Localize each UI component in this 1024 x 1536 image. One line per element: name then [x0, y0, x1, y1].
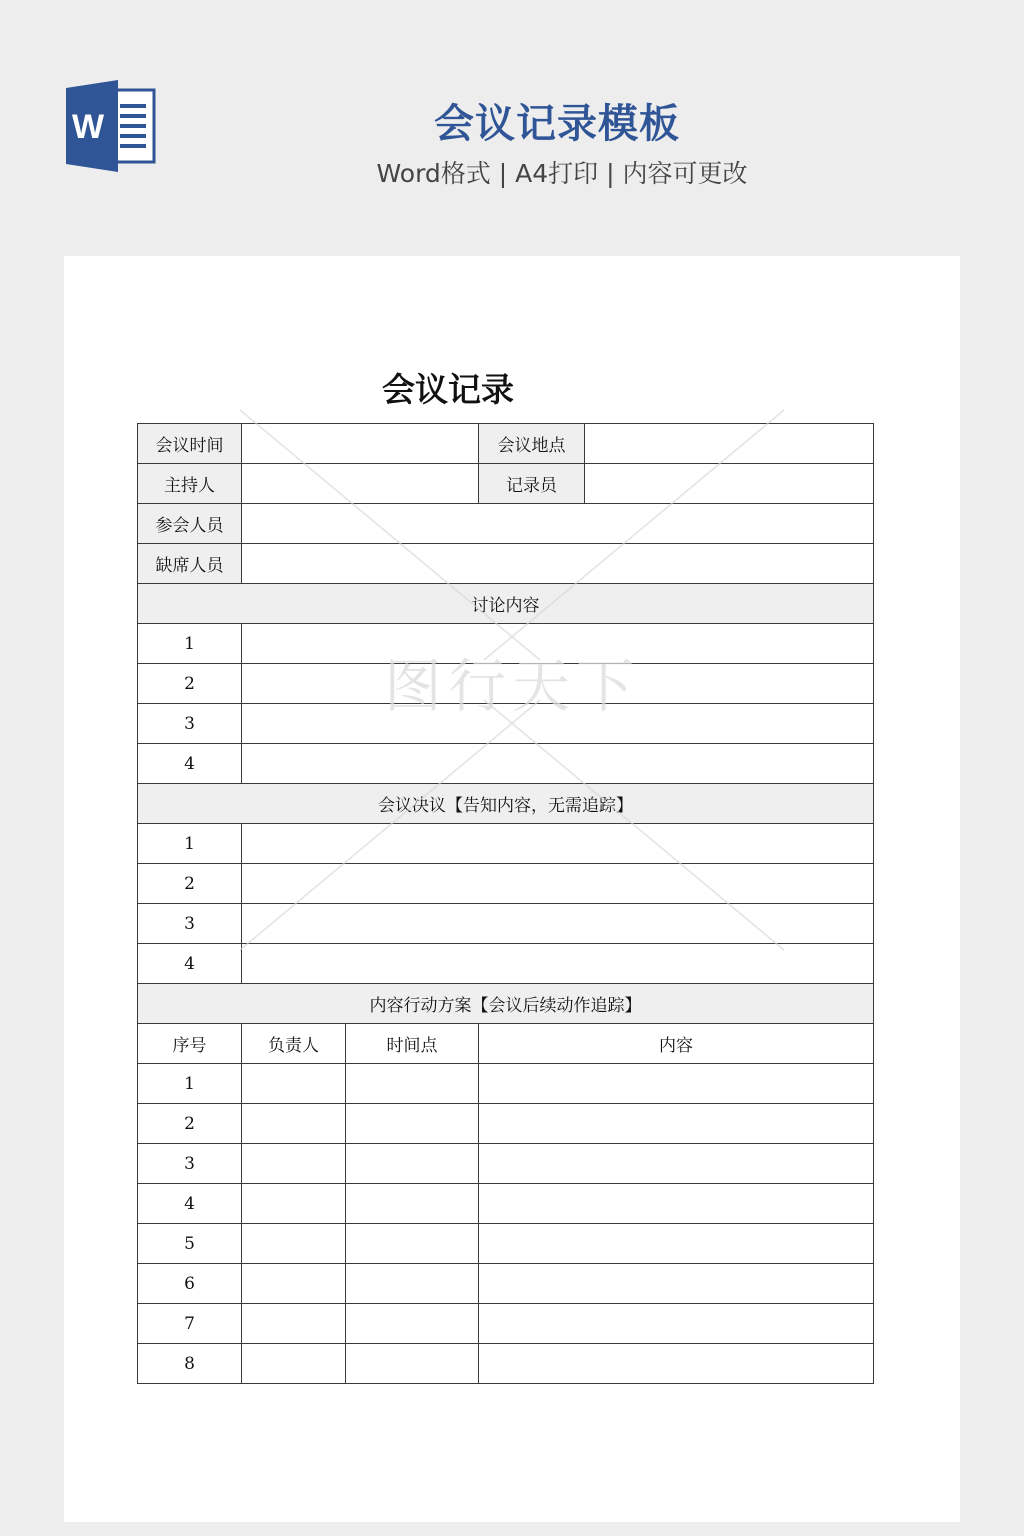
row-number: 1: [138, 824, 242, 864]
owner-cell[interactable]: [242, 1064, 346, 1104]
row-number: 3: [138, 904, 242, 944]
column-header-owner: 负责人: [242, 1024, 346, 1064]
table-row: [138, 464, 874, 504]
svg-text:W: W: [71, 108, 105, 146]
time-cell[interactable]: [346, 1304, 479, 1344]
table-row: [138, 584, 874, 624]
document-title: 会议记录: [382, 370, 514, 409]
time-cell[interactable]: [346, 1064, 479, 1104]
content-cell[interactable]: [479, 1304, 874, 1344]
owner-cell[interactable]: [242, 1304, 346, 1344]
column-header-number: 序号: [138, 1024, 242, 1064]
table-row: [138, 624, 874, 664]
table-row: [138, 1144, 874, 1184]
content-cell[interactable]: [479, 1104, 874, 1144]
table-row: [138, 1344, 874, 1384]
row-number: 7: [138, 1304, 242, 1344]
table-row: [138, 544, 874, 584]
resolution-cell[interactable]: [242, 824, 874, 864]
table-row: [138, 504, 874, 544]
time-cell[interactable]: [346, 1344, 479, 1384]
content-cell[interactable]: [479, 1224, 874, 1264]
table-row: [138, 664, 874, 704]
table-row: [138, 1104, 874, 1144]
owner-cell[interactable]: [242, 1264, 346, 1304]
owner-cell[interactable]: [242, 1144, 346, 1184]
discussion-cell[interactable]: [242, 704, 874, 744]
attendees-label: 参会人员: [138, 504, 242, 544]
row-number: 1: [138, 624, 242, 664]
table-row: [138, 1064, 874, 1104]
template-subtitle: Word格式 | A4打印 | 内容可更改: [376, 159, 748, 188]
table-row: [138, 424, 874, 464]
time-cell[interactable]: [346, 1224, 479, 1264]
content-cell[interactable]: [479, 1184, 874, 1224]
meeting-place-value[interactable]: [585, 424, 874, 464]
table-row: [138, 704, 874, 744]
host-value[interactable]: [242, 464, 479, 504]
content-cell[interactable]: [479, 1144, 874, 1184]
table-row: [138, 904, 874, 944]
discussion-cell[interactable]: [242, 624, 874, 664]
resolutions-heading: 会议决议【告知内容，无需追踪】: [138, 784, 874, 824]
meeting-time-value[interactable]: [242, 424, 479, 464]
svg-text:图行天下: 图行天下: [383, 652, 641, 720]
owner-cell[interactable]: [242, 1104, 346, 1144]
table-row: [138, 1264, 874, 1304]
table-row: [138, 1184, 874, 1224]
row-number: 3: [138, 704, 242, 744]
discussion-cell[interactable]: [242, 664, 874, 704]
table-row: [138, 944, 874, 984]
resolution-cell[interactable]: [242, 864, 874, 904]
owner-cell[interactable]: [242, 1224, 346, 1264]
meeting-place-label: 会议地点: [479, 424, 585, 464]
owner-cell[interactable]: [242, 1184, 346, 1224]
content-cell[interactable]: [479, 1264, 874, 1304]
host-label: 主持人: [138, 464, 242, 504]
column-header-content: 内容: [479, 1024, 874, 1064]
time-cell[interactable]: [346, 1104, 479, 1144]
row-number: 2: [138, 664, 242, 704]
content-cell[interactable]: [479, 1064, 874, 1104]
row-number: 4: [138, 744, 242, 784]
row-number: 8: [138, 1344, 242, 1384]
row-number: 1: [138, 1064, 242, 1104]
owner-cell[interactable]: [242, 1344, 346, 1384]
row-number: 3: [138, 1144, 242, 1184]
table-row: [138, 784, 874, 824]
table-row: [138, 864, 874, 904]
absentees-value[interactable]: [242, 544, 874, 584]
content-cell[interactable]: [479, 1344, 874, 1384]
resolution-cell[interactable]: [242, 904, 874, 944]
time-cell[interactable]: [346, 1264, 479, 1304]
meeting-time-label: 会议时间: [138, 424, 242, 464]
header-banner: [0, 0, 1024, 256]
row-number: 6: [138, 1264, 242, 1304]
template-title: 会议记录模板: [434, 101, 680, 147]
row-number: 4: [138, 944, 242, 984]
time-cell[interactable]: [346, 1144, 479, 1184]
table-row: [138, 1224, 874, 1264]
time-cell[interactable]: [346, 1184, 479, 1224]
discussion-cell[interactable]: [242, 744, 874, 784]
table-row: [138, 824, 874, 864]
recorder-label: 记录员: [479, 464, 585, 504]
resolution-cell[interactable]: [242, 944, 874, 984]
row-number: 2: [138, 864, 242, 904]
table-row: [138, 984, 874, 1024]
recorder-value[interactable]: [585, 464, 874, 504]
absentees-label: 缺席人员: [138, 544, 242, 584]
row-number: 5: [138, 1224, 242, 1264]
discussion-heading: 讨论内容: [138, 584, 874, 624]
row-number: 2: [138, 1104, 242, 1144]
actions-heading: 内容行动方案【会议后续动作追踪】: [138, 984, 874, 1024]
meeting-record-table: [137, 423, 874, 1384]
table-header-row: [138, 1024, 874, 1064]
table-row: [138, 1304, 874, 1344]
attendees-value[interactable]: [242, 504, 874, 544]
row-number: 4: [138, 1184, 242, 1224]
column-header-time: 时间点: [346, 1024, 479, 1064]
table-row: [138, 744, 874, 784]
